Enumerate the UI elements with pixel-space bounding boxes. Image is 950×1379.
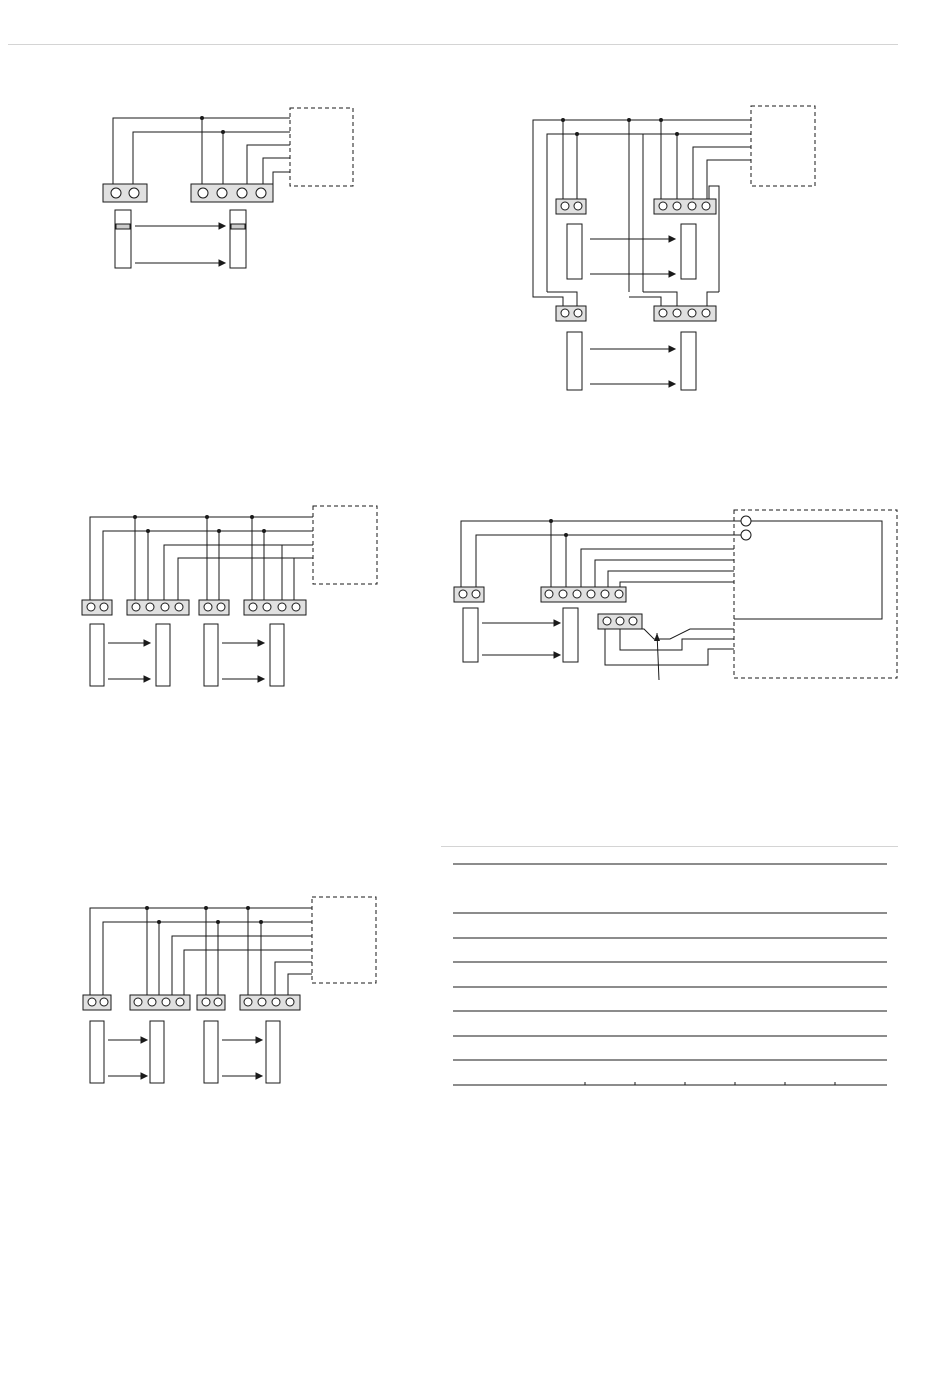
terminal-block-rx-b [244,600,306,615]
terminal-block-transmitter-lower [556,306,586,321]
transmitter-detector-a [90,1021,104,1083]
terminal-block-transmitter [103,184,147,202]
terminal-block-receiver [191,184,273,202]
table-section-rule [441,846,898,847]
terminal-block-receiver-upper [654,199,716,214]
receiver-detector-b [266,1021,280,1083]
terminal-block-rx-a [130,995,190,1010]
transmitter-detector [463,608,478,662]
terminal-block-rx-b [240,995,300,1010]
receiver-detector [230,210,246,268]
terminal-block-tamper [598,614,642,629]
spec-table [453,860,888,1088]
transmitter-detector [115,210,131,268]
terminal-block-tx-a [83,995,111,1010]
transmitter-detector-b [204,624,218,686]
terminal-block-tx-a [82,600,112,615]
receiver-detector-b [270,624,284,686]
terminal-block-rx-a [127,600,189,615]
terminal-block-receiver [541,587,626,602]
terminal-block-tx-b [199,600,229,615]
wiring-diagram-4 [450,505,900,685]
page-header-rule [8,44,898,45]
receiver-detector [563,608,578,662]
terminal-block-receiver-lower [654,306,716,321]
receiver-detector-a [156,624,170,686]
receiver-detector-a [150,1021,164,1083]
wiring-diagram-5 [80,893,380,1088]
wiring-diagram-2 [525,102,825,397]
receiver-detector-lower [681,332,696,390]
transmitter-detector-upper [567,224,582,279]
transmitter-detector-a [90,624,104,686]
wiring-diagram-1 [95,100,365,280]
terminal-block-transmitter [454,587,484,602]
tamper-arrow [654,633,660,641]
terminal-block-tx-b [197,995,225,1010]
transmitter-detector-b [204,1021,218,1083]
receiver-detector-upper [681,224,696,279]
wiring-diagram-3 [78,500,380,690]
terminal-block-transmitter-upper [556,199,586,214]
transmitter-detector-lower [567,332,582,390]
